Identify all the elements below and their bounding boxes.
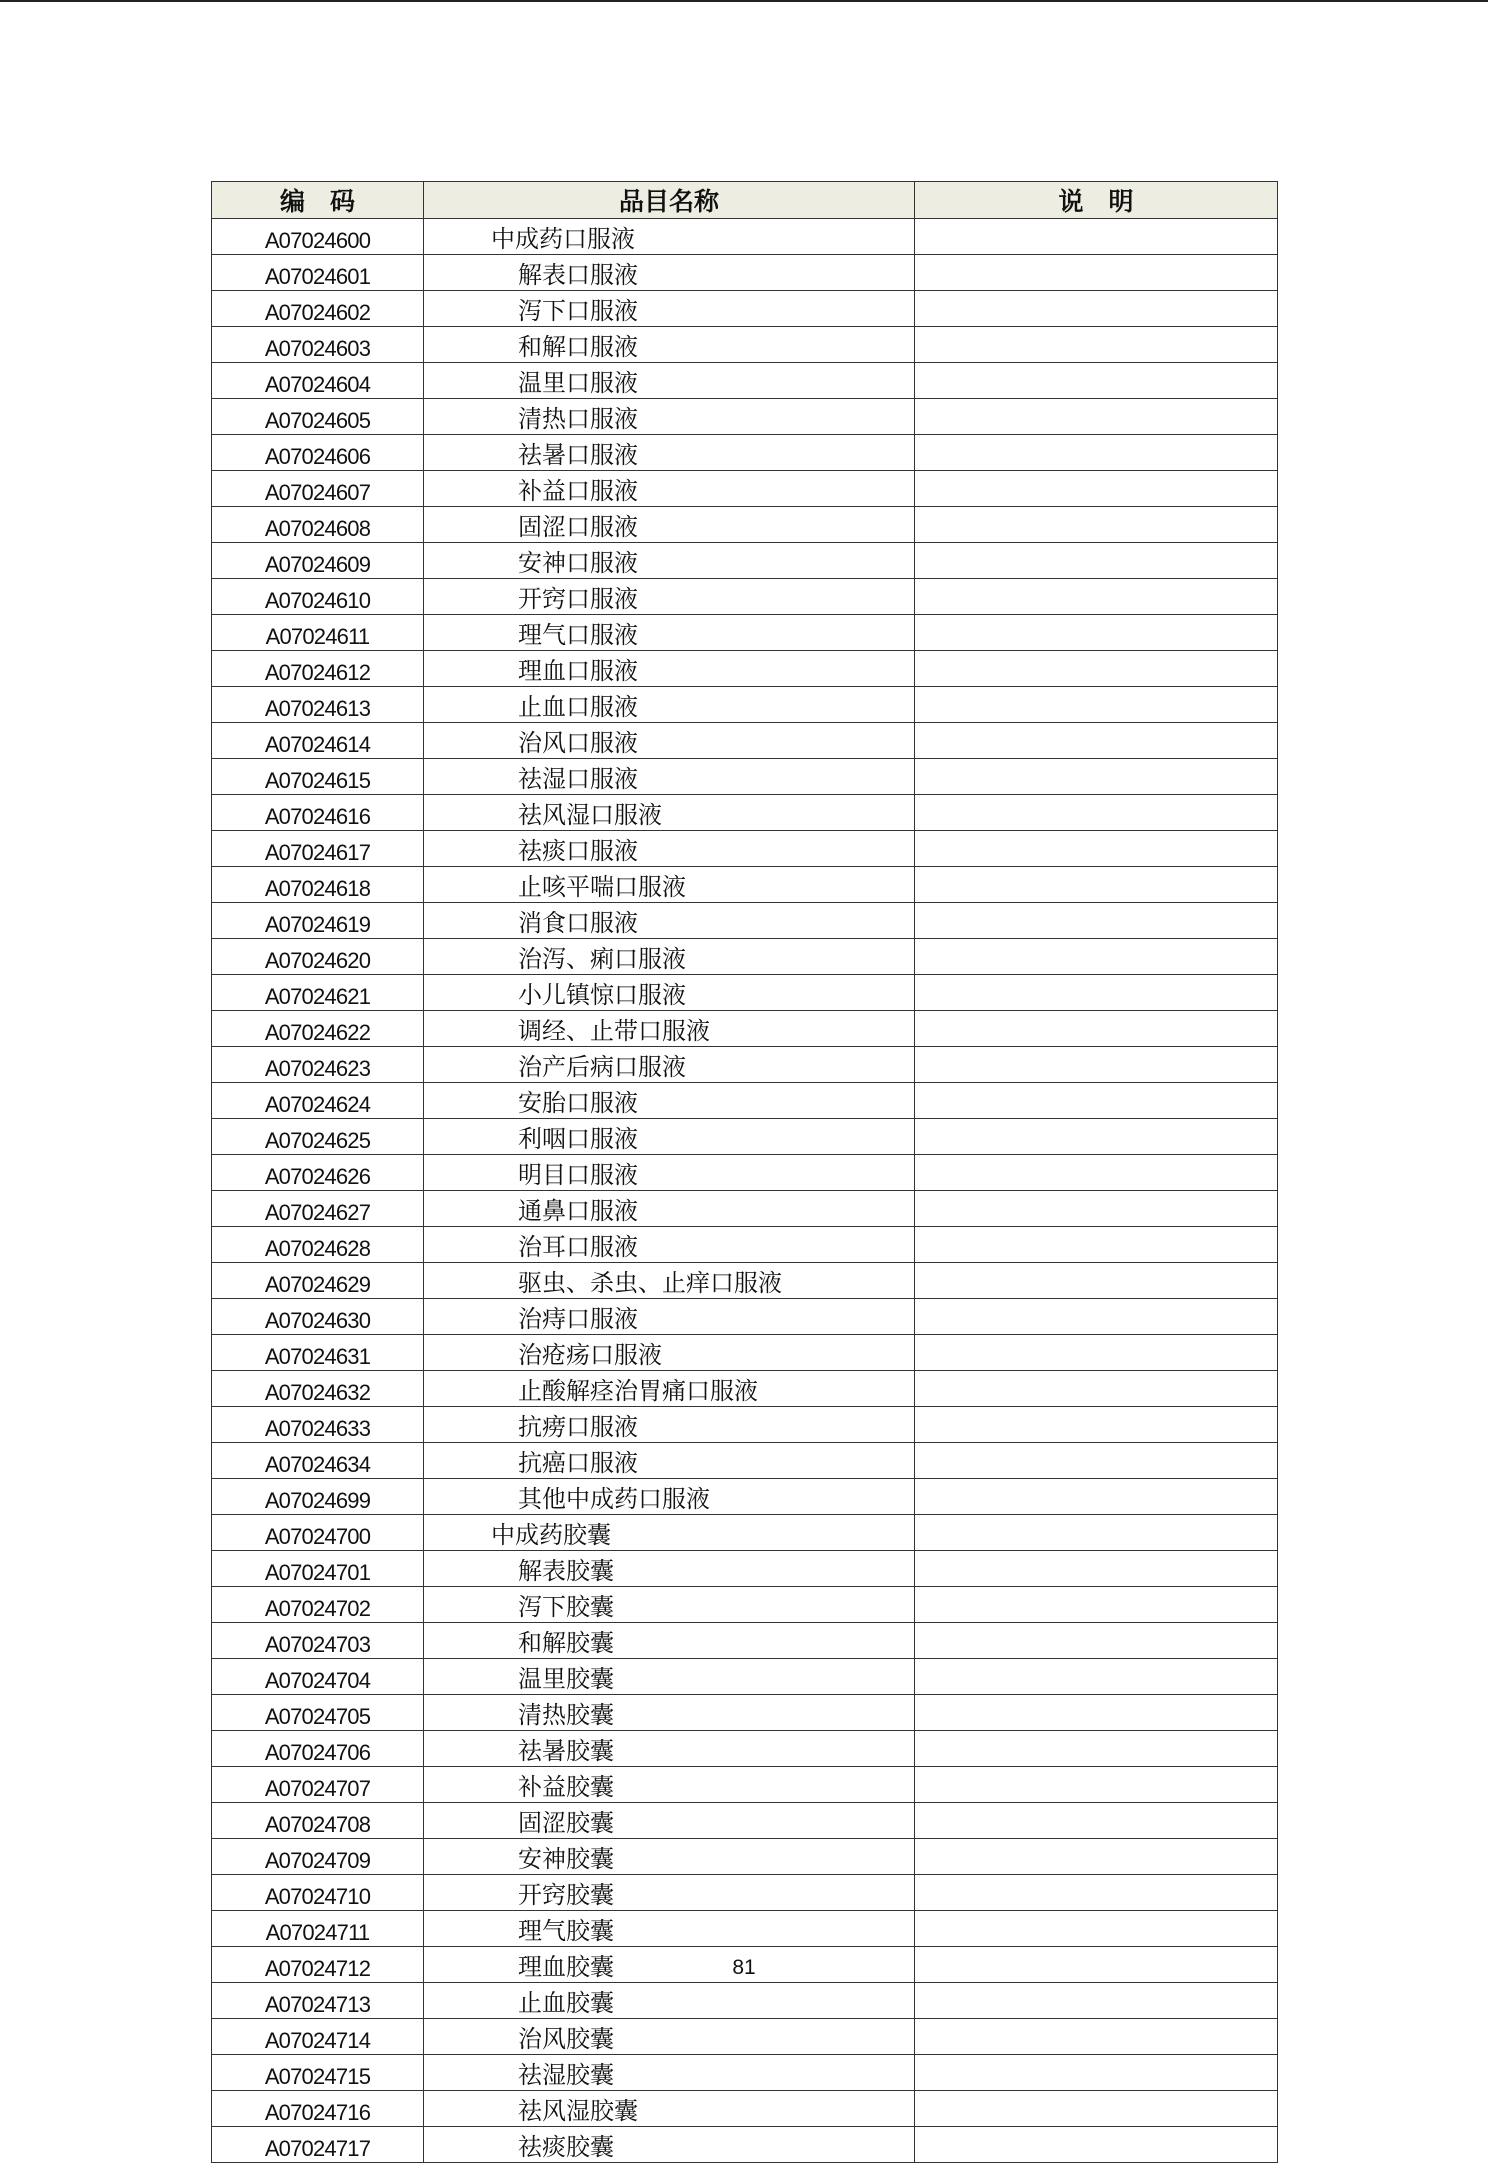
row-name: 祛风湿胶囊 <box>424 2091 915 2127</box>
row-name: 止血胶囊 <box>424 1983 915 2019</box>
row-note <box>915 1443 1278 1479</box>
row-name: 温里口服液 <box>424 363 915 399</box>
table-row <box>212 1731 1278 1767</box>
row-code: A07024616 <box>212 795 424 831</box>
row-code: A07024717 <box>212 2127 424 2163</box>
row-code: A07024711 <box>212 1911 424 1947</box>
row-note <box>915 723 1278 759</box>
table-row <box>212 579 1278 615</box>
row-name: 清热口服液 <box>424 399 915 435</box>
row-name: 治痔口服液 <box>424 1299 915 1335</box>
row-name: 祛暑口服液 <box>424 435 915 471</box>
row-code: A07024610 <box>212 579 424 615</box>
row-name: 开窍胶囊 <box>424 1875 915 1911</box>
row-name: 泻下口服液 <box>424 291 915 327</box>
table-row <box>212 2055 1278 2091</box>
row-note <box>915 1515 1278 1551</box>
row-name: 祛风湿口服液 <box>424 795 915 831</box>
table-row <box>212 1587 1278 1623</box>
row-code: A07024604 <box>212 363 424 399</box>
table-row <box>212 291 1278 327</box>
catalog-table-body <box>212 219 1278 2163</box>
table-row <box>212 1119 1278 1155</box>
row-note <box>915 1191 1278 1227</box>
row-name: 通鼻口服液 <box>424 1191 915 1227</box>
row-name: 其他中成药口服液 <box>424 1479 915 1515</box>
table-row <box>212 1047 1278 1083</box>
row-code: A07024630 <box>212 1299 424 1335</box>
header-note: 说 明 <box>915 182 1278 219</box>
table-row <box>212 2091 1278 2127</box>
row-name: 小儿镇惊口服液 <box>424 975 915 1011</box>
table-row <box>212 903 1278 939</box>
row-note <box>915 1299 1278 1335</box>
table-row <box>212 219 1278 255</box>
row-code: A07024609 <box>212 543 424 579</box>
row-code: A07024708 <box>212 1803 424 1839</box>
row-code: A07024614 <box>212 723 424 759</box>
table-row <box>212 975 1278 1011</box>
page-top-border <box>0 0 1488 2</box>
table-row <box>212 471 1278 507</box>
table-row <box>212 1515 1278 1551</box>
row-code: A07024633 <box>212 1407 424 1443</box>
table-row <box>212 651 1278 687</box>
row-code: A07024631 <box>212 1335 424 1371</box>
row-name: 和解口服液 <box>424 327 915 363</box>
row-note <box>915 1155 1278 1191</box>
table-row <box>212 1767 1278 1803</box>
row-note <box>915 579 1278 615</box>
row-name: 明目口服液 <box>424 1155 915 1191</box>
row-note <box>915 1695 1278 1731</box>
row-name: 驱虫、杀虫、止痒口服液 <box>424 1263 915 1299</box>
table-row <box>212 1155 1278 1191</box>
table-row <box>212 687 1278 723</box>
row-note <box>915 471 1278 507</box>
row-code: A07024699 <box>212 1479 424 1515</box>
row-code: A07024613 <box>212 687 424 723</box>
table-row <box>212 1695 1278 1731</box>
row-code: A07024629 <box>212 1263 424 1299</box>
table-row <box>212 723 1278 759</box>
row-name: 祛湿口服液 <box>424 759 915 795</box>
row-code: A07024626 <box>212 1155 424 1191</box>
row-name: 止咳平喘口服液 <box>424 867 915 903</box>
table-row <box>212 1011 1278 1047</box>
row-note <box>915 2127 1278 2163</box>
row-code: A07024618 <box>212 867 424 903</box>
row-name: 治耳口服液 <box>424 1227 915 1263</box>
row-name: 解表胶囊 <box>424 1551 915 1587</box>
table-row <box>212 1839 1278 1875</box>
row-name: 解表口服液 <box>424 255 915 291</box>
row-note <box>915 1839 1278 1875</box>
row-code: A07024628 <box>212 1227 424 1263</box>
row-name: 安胎口服液 <box>424 1083 915 1119</box>
row-note <box>915 1335 1278 1371</box>
table-row <box>212 1407 1278 1443</box>
row-code: A07024716 <box>212 2091 424 2127</box>
row-note <box>915 831 1278 867</box>
row-name: 中成药口服液 <box>424 219 915 255</box>
table-row <box>212 795 1278 831</box>
table-row <box>212 363 1278 399</box>
row-note <box>915 1263 1278 1299</box>
table-row <box>212 1875 1278 1911</box>
row-name: 开窍口服液 <box>424 579 915 615</box>
row-note <box>915 1911 1278 1947</box>
table-row <box>212 615 1278 651</box>
table-row <box>212 255 1278 291</box>
row-note <box>915 2055 1278 2091</box>
row-name: 温里胶囊 <box>424 1659 915 1695</box>
row-note <box>915 1551 1278 1587</box>
row-code: A07024601 <box>212 255 424 291</box>
table-row <box>212 399 1278 435</box>
row-note <box>915 759 1278 795</box>
row-code: A07024713 <box>212 1983 424 2019</box>
row-note <box>915 1011 1278 1047</box>
table-row <box>212 1803 1278 1839</box>
row-name: 固涩口服液 <box>424 507 915 543</box>
row-name: 安神胶囊 <box>424 1839 915 1875</box>
row-note <box>915 939 1278 975</box>
row-code: A07024715 <box>212 2055 424 2091</box>
row-name: 调经、止带口服液 <box>424 1011 915 1047</box>
row-code: A07024625 <box>212 1119 424 1155</box>
row-code: A07024703 <box>212 1623 424 1659</box>
table-row <box>212 1551 1278 1587</box>
table-row <box>212 2019 1278 2055</box>
row-note <box>915 651 1278 687</box>
row-name: 祛湿胶囊 <box>424 2055 915 2091</box>
table-row <box>212 1659 1278 1695</box>
row-code: A07024606 <box>212 435 424 471</box>
table-row <box>212 435 1278 471</box>
row-name: 利咽口服液 <box>424 1119 915 1155</box>
row-name: 理气胶囊 <box>424 1911 915 1947</box>
row-code: A07024712 <box>212 1947 424 1983</box>
row-code: A07024622 <box>212 1011 424 1047</box>
row-name: 治风口服液 <box>424 723 915 759</box>
row-note <box>915 1119 1278 1155</box>
row-note <box>915 435 1278 471</box>
row-code: A07024617 <box>212 831 424 867</box>
row-name: 治泻、痢口服液 <box>424 939 915 975</box>
catalog-table-header <box>212 182 1278 219</box>
row-name: 安神口服液 <box>424 543 915 579</box>
row-name: 清热胶囊 <box>424 1695 915 1731</box>
row-code: A07024714 <box>212 2019 424 2055</box>
row-name: 消食口服液 <box>424 903 915 939</box>
row-code: A07024602 <box>212 291 424 327</box>
row-code: A07024619 <box>212 903 424 939</box>
row-name: 理气口服液 <box>424 615 915 651</box>
row-note <box>915 1767 1278 1803</box>
row-code: A07024627 <box>212 1191 424 1227</box>
row-note <box>915 1227 1278 1263</box>
table-row <box>212 1911 1278 1947</box>
row-name: 补益胶囊 <box>424 1767 915 1803</box>
row-name: 止血口服液 <box>424 687 915 723</box>
row-code: A07024700 <box>212 1515 424 1551</box>
table-row <box>212 1299 1278 1335</box>
header-row <box>212 182 1278 219</box>
row-code: A07024603 <box>212 327 424 363</box>
row-note <box>915 1659 1278 1695</box>
row-name: 固涩胶囊 <box>424 1803 915 1839</box>
row-note <box>915 903 1278 939</box>
row-code: A07024611 <box>212 615 424 651</box>
row-note <box>915 543 1278 579</box>
row-code: A07024634 <box>212 1443 424 1479</box>
row-code: A07024701 <box>212 1551 424 1587</box>
table-row <box>212 1623 1278 1659</box>
row-note <box>915 1083 1278 1119</box>
row-code: A07024705 <box>212 1695 424 1731</box>
row-note <box>915 1047 1278 1083</box>
row-note <box>915 1623 1278 1659</box>
row-code: A07024707 <box>212 1767 424 1803</box>
row-code: A07024608 <box>212 507 424 543</box>
table-row <box>212 1983 1278 2019</box>
row-name: 补益口服液 <box>424 471 915 507</box>
row-name: 理血胶囊 <box>424 1947 915 1983</box>
row-code: A07024702 <box>212 1587 424 1623</box>
row-name: 抗癌口服液 <box>424 1443 915 1479</box>
table-row <box>212 1263 1278 1299</box>
row-name: 和解胶囊 <box>424 1623 915 1659</box>
row-code: A07024615 <box>212 759 424 795</box>
row-name: 抗痨口服液 <box>424 1407 915 1443</box>
row-note <box>915 795 1278 831</box>
table-row <box>212 831 1278 867</box>
row-note <box>915 1803 1278 1839</box>
table-row <box>212 327 1278 363</box>
row-name: 理血口服液 <box>424 651 915 687</box>
table-row <box>212 507 1278 543</box>
row-name: 中成药胶囊 <box>424 1515 915 1551</box>
row-note <box>915 291 1278 327</box>
table-row <box>212 1371 1278 1407</box>
row-note <box>915 1479 1278 1515</box>
header-code: 编 码 <box>212 182 424 219</box>
row-name: 祛痰口服液 <box>424 831 915 867</box>
row-note <box>915 327 1278 363</box>
page-number: 81 <box>732 1956 756 1979</box>
row-note <box>915 1731 1278 1767</box>
table-row <box>212 1479 1278 1515</box>
catalog-table <box>211 181 1278 2163</box>
table-row <box>212 939 1278 975</box>
row-code: A07024607 <box>212 471 424 507</box>
row-code: A07024706 <box>212 1731 424 1767</box>
table-row <box>212 2127 1278 2163</box>
table-row <box>212 1083 1278 1119</box>
table-row <box>212 1227 1278 1263</box>
row-name: 泻下胶囊 <box>424 1587 915 1623</box>
row-note <box>915 2019 1278 2055</box>
row-name: 祛痰胶囊 <box>424 2127 915 2163</box>
row-note <box>915 975 1278 1011</box>
row-note <box>915 1371 1278 1407</box>
table-row <box>212 1443 1278 1479</box>
row-code: A07024710 <box>212 1875 424 1911</box>
header-name: 品目名称 <box>424 182 915 219</box>
row-name: 治产后病口服液 <box>424 1047 915 1083</box>
row-code: A07024605 <box>212 399 424 435</box>
table-row <box>212 867 1278 903</box>
row-code: A07024623 <box>212 1047 424 1083</box>
table-row <box>212 543 1278 579</box>
row-note <box>915 1983 1278 2019</box>
row-note <box>915 507 1278 543</box>
row-code: A07024704 <box>212 1659 424 1695</box>
row-note <box>915 219 1278 255</box>
row-note <box>915 1407 1278 1443</box>
row-name: 祛暑胶囊 <box>424 1731 915 1767</box>
row-code: A07024600 <box>212 219 424 255</box>
row-code: A07024612 <box>212 651 424 687</box>
row-name: 治疮疡口服液 <box>424 1335 915 1371</box>
row-code: A07024624 <box>212 1083 424 1119</box>
row-code: A07024621 <box>212 975 424 1011</box>
row-note <box>915 1875 1278 1911</box>
row-name: 止酸解痉治胃痛口服液 <box>424 1371 915 1407</box>
row-note <box>915 615 1278 651</box>
row-code: A07024620 <box>212 939 424 975</box>
row-note <box>915 867 1278 903</box>
row-name: 治风胶囊 <box>424 2019 915 2055</box>
row-note <box>915 363 1278 399</box>
table-row <box>212 1191 1278 1227</box>
row-code: A07024709 <box>212 1839 424 1875</box>
table-row <box>212 759 1278 795</box>
row-note <box>915 2091 1278 2127</box>
row-note <box>915 255 1278 291</box>
row-code: A07024632 <box>212 1371 424 1407</box>
row-note <box>915 399 1278 435</box>
row-note <box>915 687 1278 723</box>
row-note <box>915 1587 1278 1623</box>
table-row <box>212 1335 1278 1371</box>
